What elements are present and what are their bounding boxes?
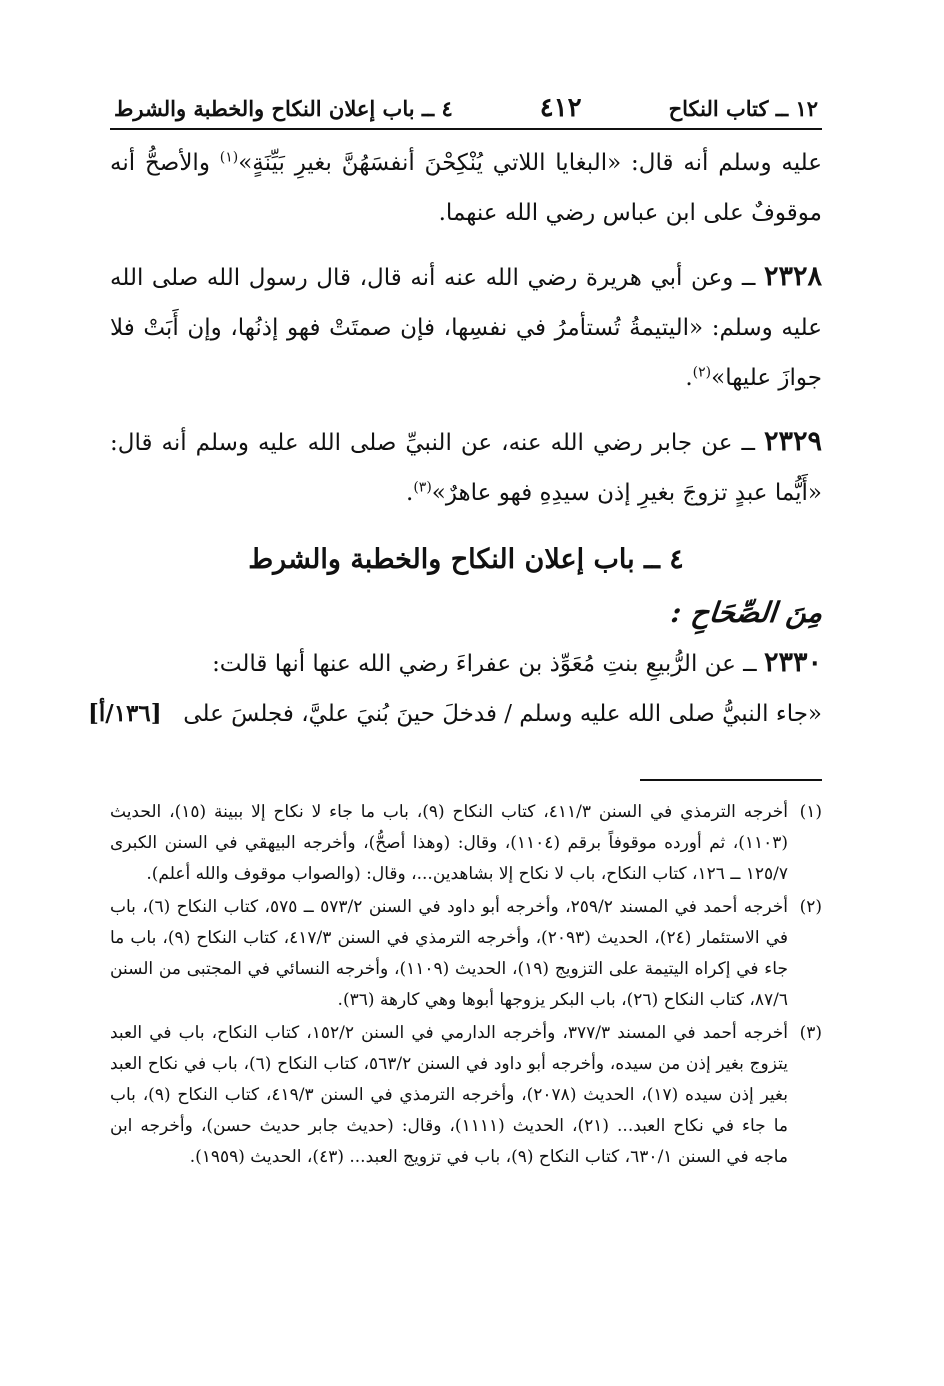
hadith-tail: . [406,480,414,506]
page [88,88,824,1175]
footnote [110,797,822,890]
hadith-number: ٢٣٣٠ [763,647,822,678]
hadith-tail: . [685,365,693,391]
footnote [110,892,822,1016]
running-head [110,88,822,128]
paragraph-continuation [110,138,822,238]
hadith-2330 [110,638,822,689]
section-label: مِنَ الصِّحَاحِ : [668,596,824,629]
footnote-text: أخرجه أحمد في المسند ٣٧٧/٣، وأخرجه الدارمي في السنن ١٥٢/٢، كتاب النكاح، باب في العبد يتزوج بغير إذن من سيده، وأخرجه أبو داود في السنن ٥٦٣/٢، كتاب النكاح (٦)، باب في نكاح العبد بغير إذن سيده (١٧)، الحديث (٢٠٧٨)، وأخرجه الترمذي في السنن ٤١٩/٣، كتاب النكاح (٩)، باب ما جاء في نكاح العبد... (٢١)، الحديث (١١١١)، وقال: (حديث جابر حديث حسن)، وأخرجه ابن ماجه في السنن ٦٣٠/١، كتاب النكاح (٩)، باب في تزويج العبد... (٤٣)، الحديث (١٩٥٩). [110,1023,788,1167]
footnote-ref[interactable]: (٢) [692,364,712,381]
footnote-text: أخرجه الترمذي في السنن ٤١١/٣، كتاب النكاح (٩)، باب ما جاء لا نكاح إلا ببينة (١٥)، الحديث (١١٠٣)، ثم أورده موقوفاً برقم (١١٠٤)، وقال: (وهذا أصحُّ)، وأخرجه البيهقي في السنن الكبرى ١٢٥/٧ ــ ١٢٦، كتاب النكاح، باب لا نكاح إلا بشاهدين...، وقال: (والصواب موقوف والله أعلم). [110,802,789,884]
hadith-text: ــ وعن أبي هريرة رضي الله عنه أنه قال، قال رسول الله صلى الله عليه وسلم: «اليتيمةُ تُستأمرُ في نفسِها، فإن صمتَتْ فهو إذنُها، وإن أَبَتْ فلا جوازَ عليها» [110,265,822,391]
hadith-text: ــ عن الرُّبيعِ بنتِ مُعَوِّذ بن عفراءَ رضي الله عنها أنها قالت: [212,651,764,677]
paragraph-tail: والأصحُّ أنه موقوفٌ على ابن عباس رضي الله عنهما. [110,150,822,226]
footnote-text: أخرجه أحمد في المسند ٢٥٩/٢، وأخرجه أبو داود في السنن ٥٧٣/٢ ــ ٥٧٥، كتاب النكاح (٦)، باب في الاستئمار (٢٤)، الحديث (٢٠٩٣)، وأخرجه الترمذي في السنن ٤١٧/٣، كتاب النكاح (٩)، باب ما جاء في إكراه اليتيمة على التزويج (١٩)، الحديث (١١٠٩)، وأخرجه النسائي في المجتبى من السنن ٨٧/٦، كتاب النكاح (٢٦)، باب البكر يزوجها أبوها وهي كارهة (٣٦). [110,897,788,1010]
footnote-number: (٢) [799,897,822,917]
chapter-title: ٤ ــ باب إعلان النكاح والخطبة والشرط [248,544,684,575]
manuscript-folio-marker: [١٣٦/أ] [88,700,162,727]
section-label-row [110,588,822,638]
footnote-number: (٣) [799,1023,822,1043]
footnote-ref[interactable]: (١) [219,149,239,166]
hadith-text: ــ عن جابر رضي الله عنه، عن النبيِّ صلى الله عليه وسلم أنه قال: «أَيُّما عبدٍ تزوجَ بغيرِ إذن سيدِهِ فهو عاهرٌ» [110,430,822,506]
footnote-divider [640,779,822,781]
running-head-chapter: ٤ ــ باب إعلان النكاح والخطبة والشرط [114,96,453,121]
hadith-number: ٢٣٢٨ [763,261,822,292]
running-head-book: ١٢ ــ كتاب النكاح [668,96,818,121]
hadith-2328 [110,252,822,403]
footnote-ref[interactable]: (٣) [413,479,432,496]
page-number: ٤١٢ [539,93,582,123]
footnote-number: (١) [799,802,822,822]
hadith-text: «جاء النبيُّ صلى الله عليه وسلم / فدخلَ حينَ بُنيَ عليَّ، فجلسَ على [183,701,822,727]
paragraph-text: عليه وسلم أنه قال: «البغايا اللاتي يُنْكِحْنَ أنفسَهُنَّ بغيرِ بَيِّنَةٍ» [238,150,822,176]
hadith-2330-line2 [88,689,822,739]
hadith-number: ٢٣٢٩ [763,426,822,457]
hadith-2329 [110,417,822,518]
footnote [110,1018,822,1173]
